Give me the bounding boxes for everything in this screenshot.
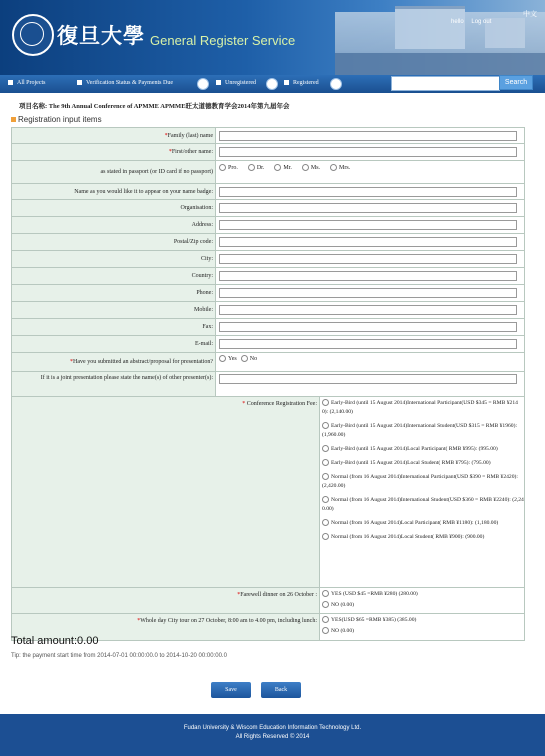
radio-icon	[322, 601, 329, 608]
radio-icon	[322, 627, 329, 634]
site-header	[0, 0, 545, 75]
email-input[interactable]	[219, 339, 517, 349]
payment-tip: Tip: the payment start time from 2014-07-01 00:00:00.0 to 2014-10-20 00:00:00.0	[11, 653, 227, 659]
fee-option[interactable]: Early-Bird (until 15 August 2014)International Participant(USD $345 = RMB ¥2140): (2,140.00)	[322, 400, 518, 415]
radio-icon	[330, 164, 337, 171]
phone-input[interactable]	[219, 288, 517, 298]
title-option-mr[interactable]: Mr.	[274, 164, 292, 171]
tab-verification-status[interactable]: Verification Status & Payments Due	[77, 80, 173, 86]
bullet-icon	[11, 117, 16, 122]
title-option-pro[interactable]: Pro.	[219, 164, 238, 171]
joint-presenters-input[interactable]	[219, 374, 517, 384]
fee-option[interactable]: Normal (from 16 August 2014)Local Participant( RMB ¥1180): (1,180.00)	[322, 519, 524, 528]
radio-icon	[219, 355, 226, 362]
first-name-label: * First/other name:	[12, 144, 216, 160]
city-label: City:	[12, 251, 216, 267]
title-option-mrs[interactable]: Mrs.	[330, 164, 350, 171]
postal-input[interactable]	[219, 237, 517, 247]
radio-icon	[248, 164, 255, 171]
checkbox-icon	[77, 80, 82, 85]
fee-options	[320, 397, 524, 547]
university-logo-text: 復旦大學	[57, 23, 145, 48]
tour-yes-option[interactable]: YES(USD $65 =RMB ¥385) (385.00)	[322, 616, 524, 625]
abstract-yes-option[interactable]: Yes	[219, 355, 237, 362]
badge-name-input[interactable]	[219, 187, 517, 197]
city-input[interactable]	[219, 254, 517, 264]
fax-input[interactable]	[219, 322, 517, 332]
search-button[interactable]: Search	[499, 75, 533, 90]
lock-icon	[197, 78, 209, 90]
dinner-yes-option[interactable]: YES (USD $45 =RMB ¥280) (280.00)	[322, 590, 524, 599]
campus-building-image	[335, 12, 545, 75]
family-name-label: * Family (last) name	[12, 128, 216, 143]
footer-copyright: All Rights Reserved © 2014	[235, 734, 310, 740]
tab-unregistered[interactable]: Unregistered	[216, 80, 256, 86]
radio-icon	[322, 590, 329, 597]
badge-name-label: Name as you would like it to appear on your name badge:	[12, 184, 216, 199]
email-label: E-mail:	[12, 336, 216, 352]
back-button[interactable]: Back	[261, 682, 301, 698]
section-title: Registration input items	[11, 115, 102, 124]
fee-option[interactable]: Early-Bird (until 15 August 2014)Local Participant( RMB ¥995): (995.00)	[322, 445, 524, 454]
abstract-radio-group	[216, 353, 524, 371]
radio-icon	[219, 164, 226, 171]
fee-option[interactable]: Early-Bird (until 15 August 2014)International Student(USD $315 = RMB ¥1960): (1,960.00)	[322, 423, 518, 438]
registration-fee-label: * Conference Registration Fee:	[12, 397, 320, 587]
radio-icon	[322, 496, 329, 503]
dinner-options	[320, 588, 524, 615]
fee-option[interactable]: Early-Bird (until 15 August 2014)Local Student( RMB ¥795): (795.00)	[322, 459, 524, 468]
site-title: General Register Service	[150, 33, 296, 48]
save-button[interactable]: Save	[211, 682, 251, 698]
joint-presenters-label: If it is a joint presentation please state the name(s) of other presenter(s):	[12, 372, 216, 396]
user-menu	[451, 19, 497, 25]
radio-icon	[302, 164, 309, 171]
site-footer	[0, 714, 545, 756]
passport-title-label: as stated in passport (or ID card if no passport)	[12, 161, 216, 183]
total-amount: Total amount:0.00	[11, 635, 99, 647]
postal-label: Postal/Zip code:	[12, 234, 216, 250]
radio-icon	[322, 422, 329, 429]
lock-icon	[266, 78, 278, 90]
family-name-input[interactable]	[219, 131, 517, 141]
footer-company: Fudan University & Wiscom Education Information Technology Ltd.	[183, 725, 362, 731]
first-name-input[interactable]	[219, 147, 517, 157]
tab-registered[interactable]: Registered	[284, 80, 319, 86]
registration-form	[11, 127, 525, 641]
title-option-ms[interactable]: Ms.	[302, 164, 320, 171]
radio-icon	[322, 533, 329, 540]
radio-icon	[322, 459, 329, 466]
organisation-label: Organisation:	[12, 200, 216, 216]
user-greeting: hello	[451, 19, 464, 25]
mobile-label: Mobile:	[12, 302, 216, 318]
fee-option[interactable]: Normal (from 16 August 2014)International Student(USD $360 = RMB ¥2240): (2,240.00)	[322, 497, 524, 512]
fee-option[interactable]: Normal (from 16 August 2014)International Participant(USD $390 = RMB ¥2420): (2,420.00)	[322, 474, 518, 489]
address-input[interactable]	[219, 220, 517, 230]
country-label: Country:	[12, 268, 216, 284]
abstract-question-label: * Have you submitted an abstract/proposal for presentation?	[12, 353, 216, 371]
country-input[interactable]	[219, 271, 517, 281]
radio-icon	[322, 399, 329, 406]
radio-icon	[322, 473, 329, 480]
project-title: 项目名称: The 9th Annual Conference of APMME APMME旺太道德教育学会2014年第九届年会	[19, 103, 290, 110]
lock-icon	[330, 78, 342, 90]
checkbox-icon	[8, 80, 13, 85]
farewell-dinner-label: *Farewell dinner on 26 October :	[12, 588, 320, 613]
tab-all-projects[interactable]: All Projects	[8, 80, 46, 86]
university-seal-icon	[12, 14, 54, 56]
address-label: Address:	[12, 217, 216, 233]
checkbox-icon	[216, 80, 221, 85]
tour-no-option[interactable]: NO (0.00)	[322, 627, 524, 636]
checkbox-icon	[284, 80, 289, 85]
radio-icon	[322, 445, 329, 452]
abstract-no-option[interactable]: No	[241, 355, 257, 362]
phone-label: Phone:	[12, 285, 216, 301]
city-tour-label: *Whole day City tour on 27 October, 8:00 am to 4.00 pm, including lunch:	[12, 614, 320, 640]
language-switch[interactable]: 中文	[523, 10, 537, 18]
tour-options	[320, 614, 524, 641]
title-option-dr[interactable]: Dr.	[248, 164, 265, 171]
radio-icon	[322, 616, 329, 623]
logout-link[interactable]: Log out	[471, 19, 492, 25]
radio-icon	[274, 164, 281, 171]
fee-option[interactable]: Normal (from 16 August 2014)Local Student( RMB ¥900): (900.00)	[322, 533, 524, 542]
mobile-input[interactable]	[219, 305, 517, 315]
title-radio-group	[216, 161, 524, 183]
search-input[interactable]	[391, 76, 500, 91]
dinner-no-option[interactable]: NO (0.00)	[322, 601, 524, 610]
organisation-input[interactable]	[219, 203, 517, 213]
radio-icon	[322, 519, 329, 526]
fax-label: Fax:	[12, 319, 216, 335]
radio-icon	[241, 355, 248, 362]
